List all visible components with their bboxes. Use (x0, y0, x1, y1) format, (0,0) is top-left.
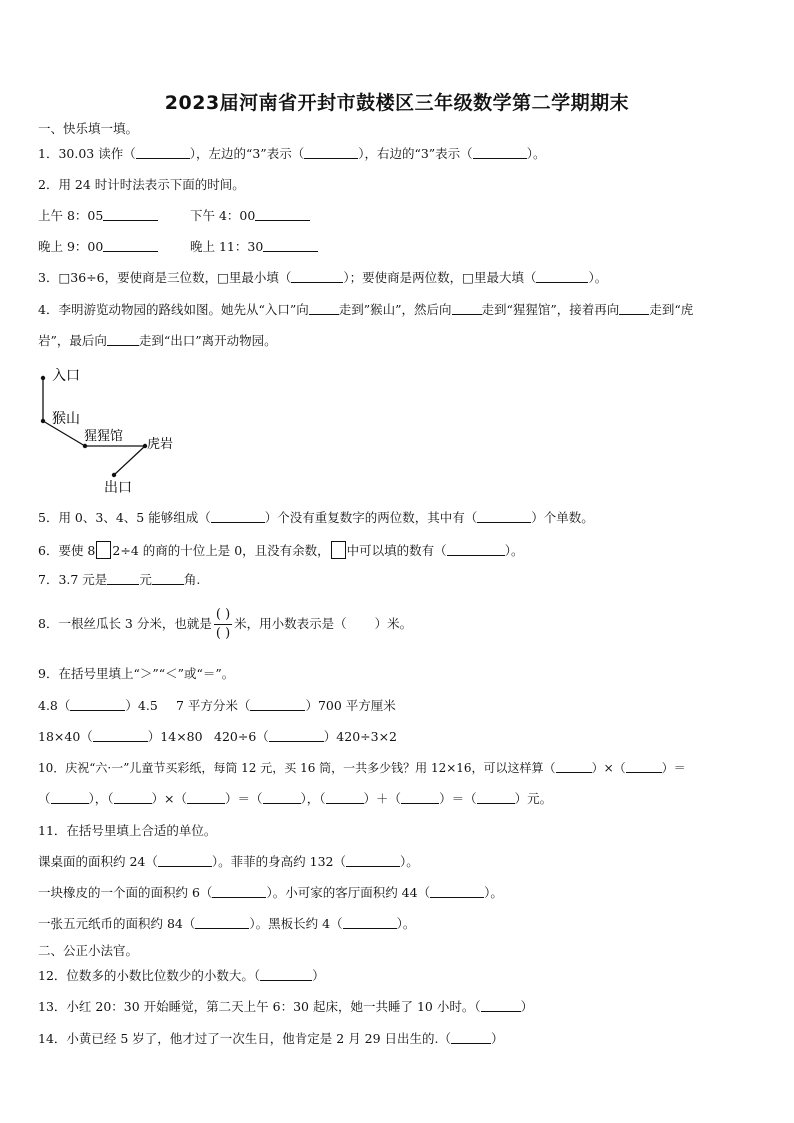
answer-blank[interactable] (187, 791, 225, 804)
exit-point (112, 473, 116, 477)
answer-blank[interactable] (136, 146, 190, 159)
answer-blank[interactable] (51, 791, 89, 804)
answer-blank[interactable] (304, 146, 358, 159)
label-entrance: 入口 (52, 368, 80, 384)
answer-blank[interactable] (212, 885, 266, 898)
entrance-point (41, 376, 45, 380)
text: ） (491, 1031, 504, 1046)
answer-blank[interactable] (536, 270, 588, 283)
compare-item (38, 729, 203, 745)
text: 8．一根丝瓜长 3 分米，也就是 (38, 616, 212, 631)
question-2: 2．用 24 时计时法表示下面的时间。 (38, 177, 245, 192)
answer-blank[interactable] (626, 760, 662, 773)
text: ）。 (399, 854, 419, 869)
question-5 (38, 510, 594, 526)
text: 走到”猴山”，然后向 (338, 302, 452, 317)
answer-blank[interactable] (326, 791, 364, 804)
text: ）4.5 (125, 698, 158, 713)
text: 10．庆祝“六·一”儿童节买彩纸，每筒 12 元，买 16 筒，一共多少钱？用 12×16，可以这样算（ (38, 761, 556, 775)
text: ）元。 (514, 791, 553, 806)
question-10 (38, 760, 686, 776)
answer-blank[interactable] (195, 916, 249, 929)
label-exit: 出口 (104, 480, 132, 496)
text: ），（ (300, 791, 326, 806)
text: 一块橡皮的一个面的面积约 6（ (38, 885, 213, 900)
text: 米，用小数表示是（ (234, 616, 347, 631)
text: ）×（ (591, 761, 626, 775)
text: ）个没有重复数字的两位数，其中有（ (264, 510, 478, 525)
label-tiger: 虎岩 (147, 437, 174, 452)
text: 7 平方分米（ (176, 698, 251, 713)
denominator: ( ) (215, 626, 231, 641)
answer-blank[interactable] (477, 791, 515, 804)
answer-blank[interactable] (93, 729, 148, 742)
text: 岩”，最后向 (38, 333, 107, 348)
text: ） (520, 999, 534, 1014)
answer-blank[interactable] (152, 572, 184, 585)
answer-blank[interactable] (477, 510, 531, 523)
answer-blank[interactable] (430, 885, 484, 898)
question-11: 11．在括号里填上合适的单位。 (38, 823, 217, 838)
answer-blank[interactable] (447, 543, 505, 556)
question-14 (38, 1031, 504, 1047)
text: 元 (139, 572, 152, 587)
answer-blank[interactable] (452, 302, 482, 315)
answer-blank[interactable] (103, 208, 158, 221)
question-1 (38, 146, 545, 162)
answer-blank[interactable] (103, 239, 158, 252)
answer-blank[interactable] (114, 791, 152, 804)
text: 5．用 0、3、4、5 能够组成（ (38, 510, 211, 525)
text: ）；要使商是两位数，□里最大填（ (343, 270, 537, 285)
compare-item (38, 698, 158, 714)
text: 4．李明游览动物园的路线如图。她先从“入口”向 (38, 302, 309, 317)
text: 1．30.03 读作（ (38, 146, 136, 161)
text: ）。 (396, 916, 416, 931)
unit-item (38, 916, 415, 932)
text: 4.8（ (38, 698, 71, 713)
answer-blank[interactable] (343, 916, 397, 929)
text: ）＝（ (225, 791, 263, 806)
answer-blank[interactable] (309, 302, 339, 315)
text: ）。菲菲的身高约 132（ (211, 854, 346, 869)
answer-blank[interactable] (107, 333, 139, 346)
answer-blank[interactable] (263, 791, 301, 804)
text: 晚上 9：00 (38, 239, 104, 254)
section-heading: 二、公正小法官。 (38, 943, 139, 958)
answer-blank[interactable] (211, 510, 265, 523)
answer-blank[interactable] (556, 760, 592, 773)
answer-blank[interactable] (107, 572, 139, 585)
text: 下午 4：00 (190, 208, 256, 223)
text: 晚上 11：30 (190, 239, 264, 254)
answer-blank[interactable] (250, 698, 305, 711)
digit-box[interactable] (331, 541, 346, 559)
text: 课桌面的面积约 24（ (38, 854, 158, 869)
time-item (38, 239, 158, 255)
text: ）。黑板长约 4（ (249, 916, 343, 931)
question-9: 9．在括号里填上“＞”“＜”或“＝”。 (38, 666, 235, 681)
text: ）。 (504, 543, 524, 558)
text: ）700 平方厘米 (305, 698, 396, 713)
text: ）。 (484, 885, 503, 900)
monkey-point (41, 419, 45, 423)
text: 18×40（ (38, 729, 93, 744)
answer-blank[interactable] (260, 968, 312, 981)
text: ）。小可家的客厅面积约 44（ (266, 885, 431, 900)
fraction-blank[interactable] (214, 606, 232, 643)
answer-blank[interactable] (346, 854, 400, 867)
text: ）。 (526, 146, 546, 161)
question-13 (38, 999, 533, 1015)
answer-blank[interactable] (451, 1031, 491, 1044)
question-4 (38, 302, 693, 318)
text: 14．小黄已经 5 岁了，他才过了一次生日，他肯定是 2 月 29 日出生的.（ (38, 1031, 452, 1046)
text: 上午 8：05 (38, 208, 104, 223)
numerator: ( ) (214, 606, 232, 625)
text: 3．□36÷6，要使商是三位数，□里最小填（ (38, 270, 292, 285)
text: （ (38, 791, 51, 806)
text: 2÷4 的商的十位上是 0，且没有余数， (112, 543, 330, 558)
text: ）×（ (151, 791, 188, 806)
question-3 (38, 270, 607, 286)
text: 走到“虎 (649, 302, 694, 317)
text: ）420÷3×2 (323, 729, 398, 744)
answer-blank[interactable] (263, 239, 318, 252)
answer-blank[interactable] (158, 854, 212, 867)
text: ），左边的“3”表示（ (189, 146, 305, 161)
time-item (190, 208, 310, 224)
text: 6．要使 8 (38, 543, 96, 558)
text: 走到“猩猩馆”，接着再向 (481, 302, 620, 317)
text: ）＝ (661, 761, 686, 775)
answer-blank[interactable] (401, 791, 439, 804)
compare-item (214, 729, 397, 745)
time-item (190, 239, 318, 255)
text: ）＝（ (439, 791, 477, 806)
digit-box[interactable] (96, 541, 111, 559)
answer-blank[interactable] (255, 208, 310, 221)
text: 走到“出口”离开动物园。 (138, 333, 277, 348)
text: 420÷6（ (214, 729, 269, 744)
label-gorilla: 猩猩馆 (84, 429, 124, 444)
text: ）。 (588, 270, 608, 285)
text: 中可以填的数有（ (346, 543, 447, 558)
question-7 (38, 572, 200, 588)
gorilla-point (83, 444, 87, 448)
unit-item (38, 854, 419, 870)
text: ）米。 (374, 616, 413, 631)
question-8 (38, 606, 412, 643)
question-6 (38, 541, 523, 559)
text: ）＋（ (363, 791, 402, 806)
text: ） (312, 968, 325, 983)
text: ）14×80 (147, 729, 203, 744)
text: 角. (183, 572, 201, 587)
question-10-cont (38, 791, 552, 807)
text: 12．位数多的小数比位数少的小数大。（ (38, 968, 261, 983)
text: 13．小红 20：30 开始睡觉，第二天上午 6：30 起床，她一共睡了 10 小时。（ (38, 999, 481, 1014)
question-12 (38, 968, 325, 984)
unit-item (38, 885, 503, 901)
answer-blank[interactable] (269, 729, 324, 742)
answer-blank[interactable] (619, 302, 649, 315)
text: ）个单数。 (531, 510, 594, 525)
section-heading: 一、快乐填一填。 (38, 121, 139, 136)
text: ），（ (88, 791, 114, 806)
text: 一张五元纸币的面积约 84（ (38, 916, 196, 931)
question-4-cont (38, 333, 277, 349)
answer-blank[interactable] (291, 270, 343, 283)
zoo-route-map (28, 364, 198, 496)
route-segment (114, 446, 145, 475)
label-monkey: 猴山 (52, 411, 80, 427)
text: 7．3.7 元是 (38, 572, 108, 587)
page-title: 2023届河南省开封市鼓楼区三年级数学第二学期期末 (164, 92, 630, 114)
answer-blank[interactable] (473, 146, 527, 159)
answer-blank[interactable] (481, 999, 521, 1012)
text: ），右边的“3”表示（ (358, 146, 473, 161)
compare-item (176, 698, 396, 714)
answer-blank[interactable] (70, 698, 125, 711)
time-item (38, 208, 158, 224)
